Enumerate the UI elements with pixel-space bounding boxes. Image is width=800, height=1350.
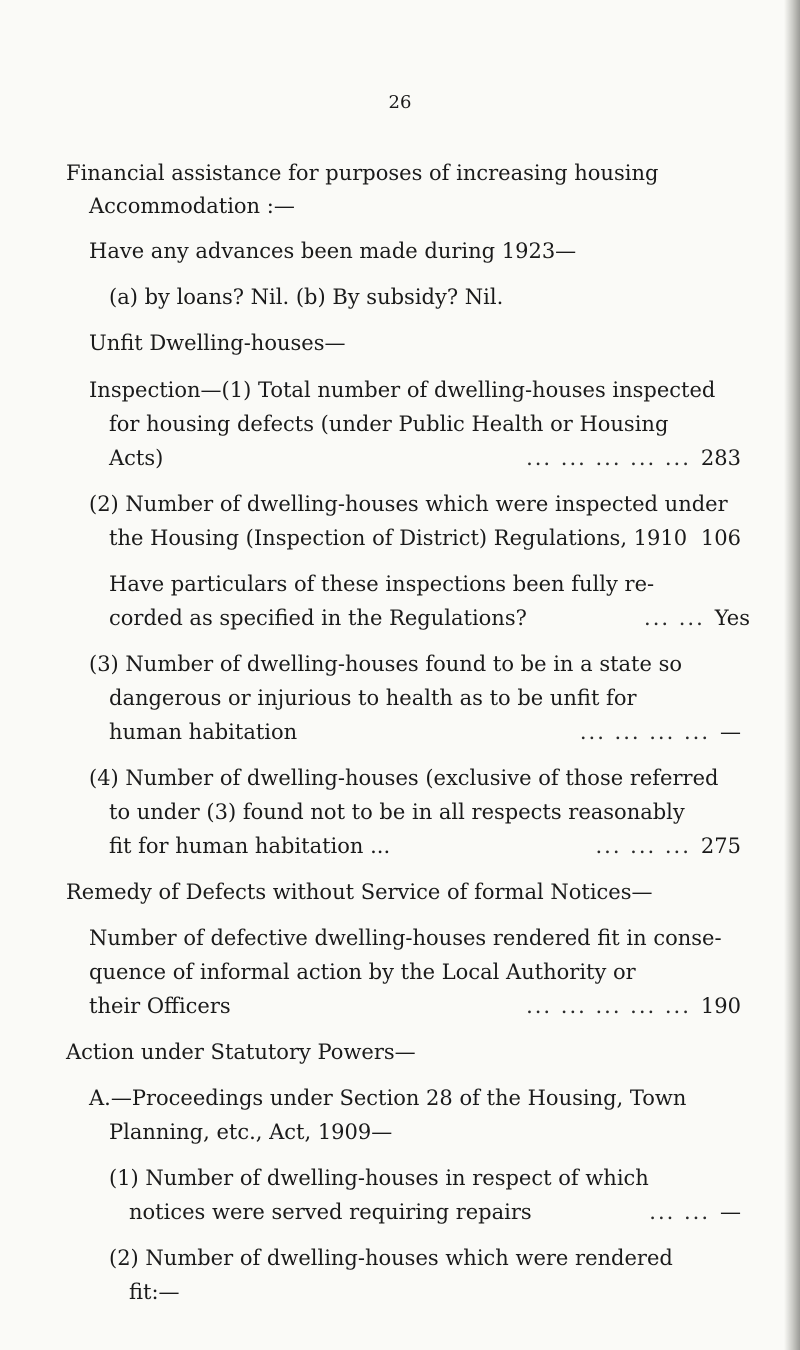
leader-dots: ... ... (649, 1202, 710, 1223)
remedy-line3: their Officers (89, 994, 231, 1018)
action-item1-line1: (1) Number of dwelling-houses in respect of which (109, 1166, 649, 1190)
particulars-value: Yes (714, 606, 750, 630)
item3-line1: (3) Number of dwelling-houses found to be in a state so (89, 652, 683, 676)
financial-heading-line1: Financial assistance for purposes of increasing housing (66, 161, 659, 185)
item4-line1: (4) Number of dwelling-houses (exclusive of those referred (89, 766, 719, 790)
action-heading: Action under Statutory Powers— (66, 1040, 416, 1064)
action-item1-line2: notices were served requiring repairs (129, 1200, 532, 1224)
item2-value: 106 (700, 526, 741, 550)
particulars-line2: corded as specified in the Regulations? (109, 606, 527, 630)
action-item1-value: — (720, 1200, 741, 1224)
section28-line1: A.—Proceedings under Section 28 of the Housing, Town (89, 1086, 687, 1110)
remedy-line1: Number of defective dwelling-houses rendered fit in conse- (89, 926, 722, 950)
section28-line2: Planning, etc., Act, 1909— (109, 1120, 393, 1144)
inspection-total-row (109, 448, 741, 469)
item4-line3: fit for human habitation ... (109, 834, 391, 858)
item3-value: — (720, 720, 741, 744)
item4-row (109, 836, 741, 857)
loans-subsidy-answer: (a) by loans? Nil. (b) By subsidy? Nil. (109, 285, 504, 309)
item2-row (109, 528, 741, 549)
action-item1-row (129, 1202, 741, 1223)
item3-line3: human habitation (109, 720, 298, 744)
inspection-line3: Acts) (109, 446, 164, 470)
inspection-line1: Inspection—(1) Total number of dwelling-houses inspected (89, 378, 716, 402)
action-item2-line2: fit:— (129, 1280, 180, 1304)
particulars-line1: Have particulars of these inspections been fully re- (109, 572, 655, 596)
leader-dots: ... ... (644, 608, 705, 629)
item3-row (109, 722, 741, 743)
item2-line2: the Housing (Inspection of District) Regulations, 1910 (109, 526, 688, 550)
item4-value: 275 (700, 834, 741, 858)
remedy-line2: quence of informal action by the Local Authority or (89, 960, 636, 984)
leader-dots: ... ... ... (595, 836, 691, 857)
item4-line2: to under (3) found not to be in all respects reasonably (109, 800, 685, 824)
remedy-row (89, 996, 741, 1017)
leader-dots: ... ... ... ... ... (526, 996, 691, 1017)
page-number: 26 (388, 92, 412, 113)
unfit-heading: Unfit Dwelling-houses— (89, 331, 346, 355)
inspection-line2: for housing defects (under Public Health or Housing (109, 412, 669, 436)
leader-dots: ... ... ... ... ... (526, 448, 691, 469)
action-item2-line1: (2) Number of dwelling-houses which were rendered (109, 1246, 673, 1270)
page-edge-shadow (784, 0, 800, 1350)
inspection-total-value: 283 (700, 446, 741, 470)
financial-heading-line2: Accommodation :— (89, 194, 295, 218)
item2-line1: (2) Number of dwelling-houses which were inspected under (89, 492, 728, 516)
particulars-row (109, 608, 750, 629)
remedy-heading: Remedy of Defects without Service of formal Notices— (66, 880, 653, 904)
leader-dots: ... ... ... ... (579, 722, 710, 743)
remedy-value: 190 (700, 994, 741, 1018)
advances-question: Have any advances been made during 1923— (89, 239, 577, 263)
item3-line2: dangerous or injurious to health as to be unfit for (109, 686, 637, 710)
